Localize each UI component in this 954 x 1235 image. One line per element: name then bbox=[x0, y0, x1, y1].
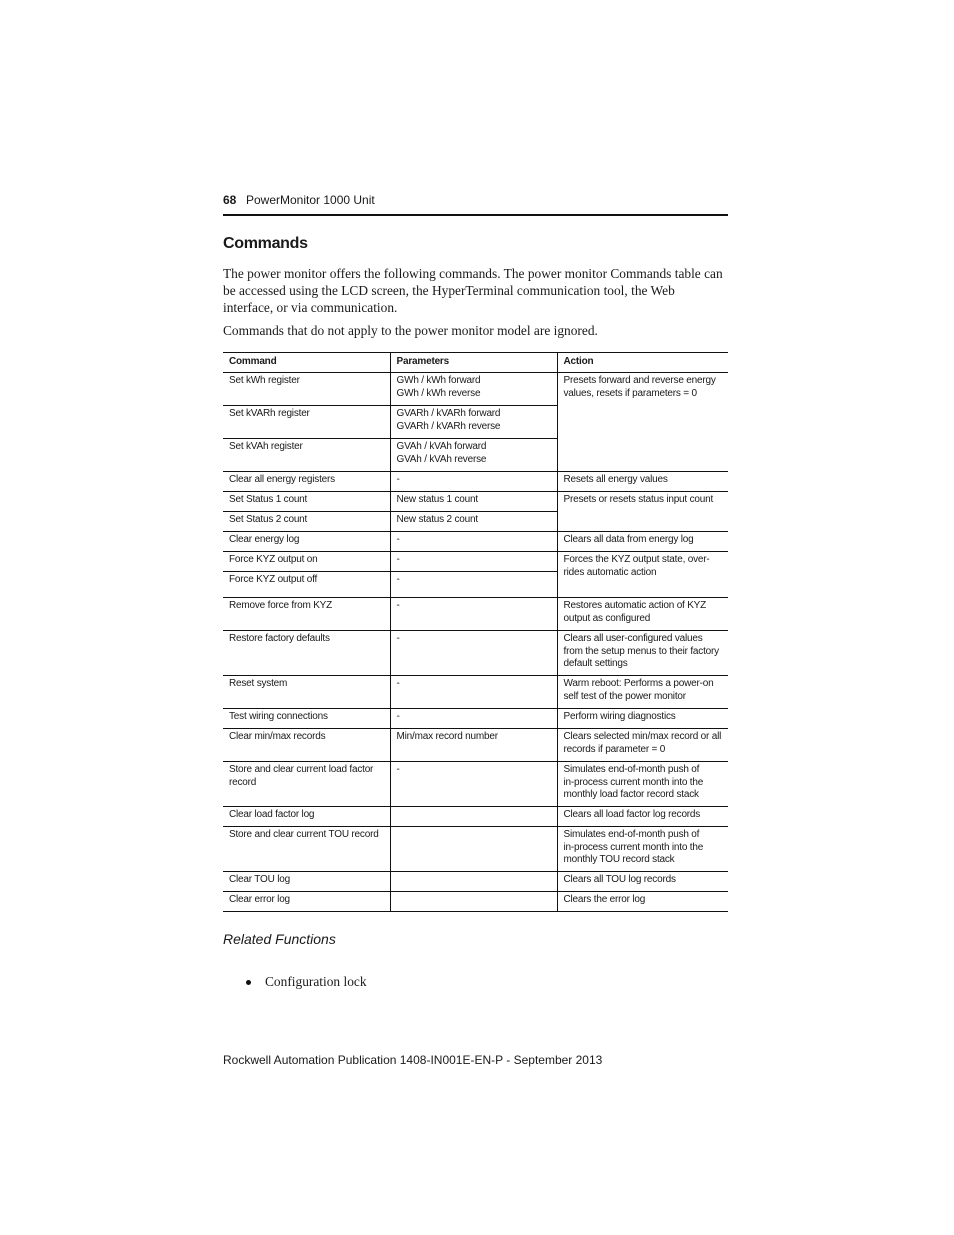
table-row bbox=[223, 532, 728, 552]
action-cell: Clears all TOU log records bbox=[557, 872, 728, 892]
command-cell: Clear min/max records bbox=[223, 729, 390, 762]
command-cell: Set Status 2 count bbox=[223, 512, 390, 532]
command-cell: Clear TOU log bbox=[223, 872, 390, 892]
action-cell: Warm reboot: Performs a power-on self test of the power monitor bbox=[557, 676, 728, 709]
page-number: 68 bbox=[223, 193, 237, 207]
parameters-cell: New status 2 count bbox=[390, 512, 557, 532]
action-cell: Resets all energy values bbox=[557, 472, 728, 492]
table-row bbox=[223, 872, 728, 892]
action-cell: Clears the error log bbox=[557, 892, 728, 912]
command-cell: Reset system bbox=[223, 676, 390, 709]
related-functions-heading: Related Functions bbox=[223, 931, 336, 947]
action-cell: Perform wiring diagnostics bbox=[557, 709, 728, 729]
parameters-cell: - bbox=[390, 532, 557, 552]
intro-paragraph: The power monitor offers the following commands. The power monitor Commands table can be accessed using the LCD screen, the HyperTerminal communication tool, the Web interface, or via communication. bbox=[223, 266, 723, 315]
command-cell: Restore factory defaults bbox=[223, 631, 390, 676]
table-row bbox=[223, 472, 728, 492]
command-cell: Clear error log bbox=[223, 892, 390, 912]
action-cell: Restores automatic action of KYZ output as configured bbox=[557, 598, 728, 631]
action-cell: Presets or resets status input count bbox=[557, 492, 728, 532]
table-row bbox=[223, 827, 728, 872]
table-row bbox=[223, 552, 728, 572]
table-row bbox=[223, 892, 728, 912]
command-cell: Clear load factor log bbox=[223, 807, 390, 827]
command-cell: Force KYZ output off bbox=[223, 572, 390, 598]
parameters-cell: - bbox=[390, 762, 557, 807]
list-item-label: Configuration lock bbox=[265, 974, 367, 989]
parameters-cell: - bbox=[390, 598, 557, 631]
list-item bbox=[246, 974, 367, 990]
parameters-cell bbox=[390, 807, 557, 827]
command-cell: Force KYZ output on bbox=[223, 552, 390, 572]
table-row bbox=[223, 373, 728, 406]
action-cell: Forces the KYZ output state, over-rides automatic action bbox=[557, 552, 728, 598]
action-cell: Simulates end-of-month push of in-process current month into the monthly TOU record stack bbox=[557, 827, 728, 872]
column-header-parameters: Parameters bbox=[390, 353, 557, 373]
table-row bbox=[223, 729, 728, 762]
action-cell: Clears all data from energy log bbox=[557, 532, 728, 552]
parameters-cell: Min/max record number bbox=[390, 729, 557, 762]
action-cell: Clears all load factor log records bbox=[557, 807, 728, 827]
column-header-command: Command bbox=[223, 353, 390, 373]
table-row bbox=[223, 631, 728, 676]
column-header-action: Action bbox=[557, 353, 728, 373]
action-cell: Presets forward and reverse energy values, resets if parameters = 0 bbox=[557, 373, 728, 472]
action-cell: Clears all user-configured values from the setup menus to their factory default settings bbox=[557, 631, 728, 676]
parameters-cell: - bbox=[390, 631, 557, 676]
table-header-row bbox=[223, 353, 728, 373]
related-functions-list bbox=[246, 974, 367, 990]
parameters-cell: GVARh / kVARh forward GVARh / kVARh reverse bbox=[390, 406, 557, 439]
parameters-cell: GVAh / kVAh forward GVAh / kVAh reverse bbox=[390, 439, 557, 472]
command-cell: Set kVAh register bbox=[223, 439, 390, 472]
table-row bbox=[223, 492, 728, 512]
command-cell: Store and clear current load factor record bbox=[223, 762, 390, 807]
table-row bbox=[223, 807, 728, 827]
parameters-cell: - bbox=[390, 472, 557, 492]
command-cell: Store and clear current TOU record bbox=[223, 827, 390, 872]
parameters-cell: - bbox=[390, 709, 557, 729]
command-cell: Clear all energy registers bbox=[223, 472, 390, 492]
header-rule bbox=[223, 214, 728, 216]
commands-table bbox=[223, 352, 728, 912]
command-cell: Remove force from KYZ bbox=[223, 598, 390, 631]
parameters-cell: - bbox=[390, 572, 557, 598]
command-cell: Clear energy log bbox=[223, 532, 390, 552]
command-cell: Set kWh register bbox=[223, 373, 390, 406]
action-cell: Simulates end-of-month push of in-process current month into the monthly load factor record stack bbox=[557, 762, 728, 807]
action-cell: Clears selected min/max record or all records if parameter = 0 bbox=[557, 729, 728, 762]
parameters-cell bbox=[390, 892, 557, 912]
command-cell: Test wiring connections bbox=[223, 709, 390, 729]
parameters-cell: New status 1 count bbox=[390, 492, 557, 512]
table-row bbox=[223, 709, 728, 729]
table-row bbox=[223, 762, 728, 807]
section-title: Commands bbox=[223, 235, 308, 252]
parameters-cell bbox=[390, 827, 557, 872]
parameters-cell: GWh / kWh forward GWh / kWh reverse bbox=[390, 373, 557, 406]
footer-publication: Rockwell Automation Publication 1408-IN001E-EN-P - September 2013 bbox=[223, 1053, 603, 1067]
parameters-cell: - bbox=[390, 676, 557, 709]
bullet-icon bbox=[246, 980, 251, 985]
running-title: PowerMonitor 1000 Unit bbox=[246, 193, 375, 207]
parameters-cell: - bbox=[390, 552, 557, 572]
command-cell: Set Status 1 count bbox=[223, 492, 390, 512]
command-cell: Set kVARh register bbox=[223, 406, 390, 439]
parameters-cell bbox=[390, 872, 557, 892]
note-paragraph: Commands that do not apply to the power monitor model are ignored. bbox=[223, 323, 598, 338]
table-row bbox=[223, 676, 728, 709]
table-row bbox=[223, 598, 728, 631]
